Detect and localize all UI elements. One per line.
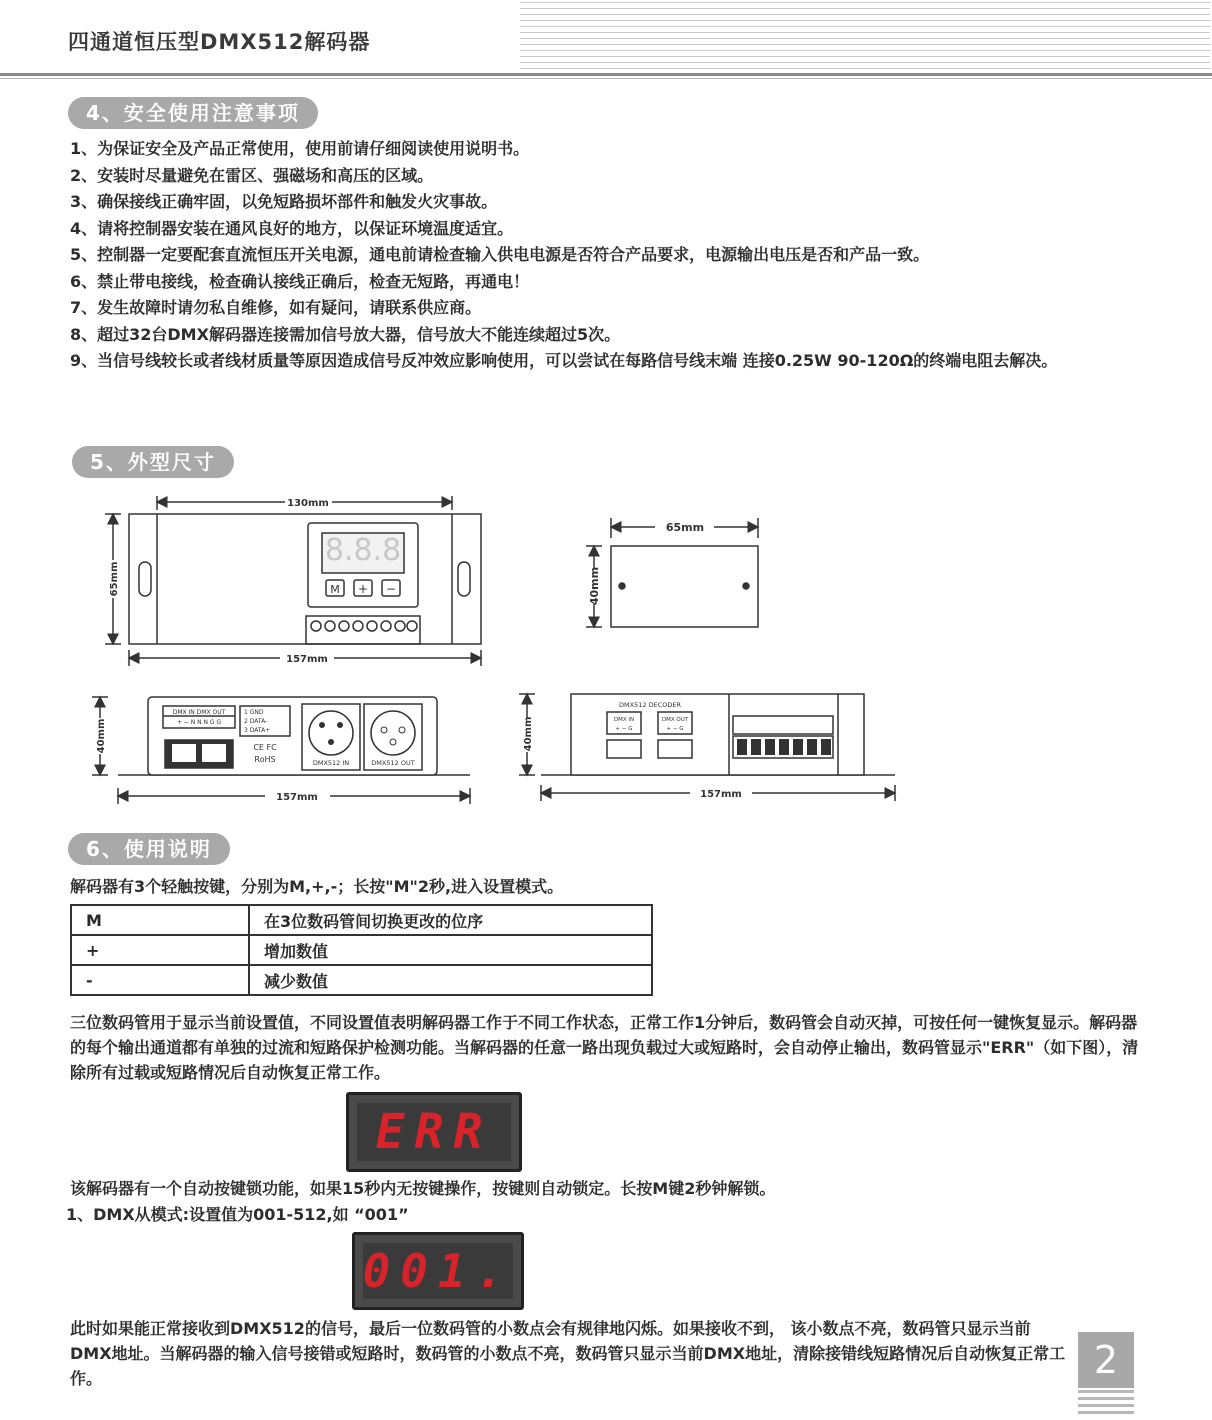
page-number-stripes xyxy=(1078,1390,1134,1416)
pin-2-label: 2 DATA- xyxy=(244,718,268,725)
address-display xyxy=(352,1232,524,1310)
header-rule xyxy=(0,73,1212,76)
safety-item: 1、为保证安全及产品正常使用，使用前请仔细阅读使用说明书。 xyxy=(70,139,530,158)
dim-130-label: 130mm xyxy=(287,498,329,509)
xlr-out-label: DMX512 OUT xyxy=(371,759,415,767)
end-view-drawing xyxy=(92,697,470,804)
terminal-blocks xyxy=(737,739,831,755)
table-row xyxy=(71,935,652,965)
ce-fc-marks: CE FC xyxy=(253,743,277,752)
side-dmx-out-label: DMX OUT xyxy=(661,717,689,723)
rohs-mark: RoHS xyxy=(254,755,276,764)
dmx-signal-paragraph: 此时如果能正常接收到DMX512的信号，最后一位数码管的小数点会有规律地闪烁。如果接收不到， 该小数点不亮，数码管只显示当前DMX地址。当解码器的输入信号接错或短路时，数码管的小数点不亮，数码管只显示当前DMX地址，清除接错线短路情况后自动恢复正常工作。 xyxy=(70,1319,1066,1388)
dim-65-width-label: 65mm xyxy=(665,521,705,534)
page-number: 2 xyxy=(1078,1332,1134,1388)
safety-item: 9、当信号线较长或者线材质量等原因造成信号反冲效应影响使用，可以尝试在每路信号线末端 连接0.25W 90-120Ω的终端电阻去解决。 xyxy=(70,351,1058,370)
key-lock-paragraph: 该解码器有一个自动按键锁功能，如果15秒内无按键操作，按键则自动锁定。长按M键2秒钟解锁。 xyxy=(70,1179,776,1198)
dimension-drawings xyxy=(0,480,1212,820)
button-minus-label: − xyxy=(385,582,397,596)
key-function-table xyxy=(70,904,653,996)
side-out-pins-label: + − G xyxy=(666,726,684,732)
dim-40-label: 40mm xyxy=(588,566,601,606)
xlr-in-label: DMX512 IN xyxy=(312,759,350,767)
side-in-pins-label: + − G xyxy=(615,726,633,732)
key-cell: M xyxy=(71,905,249,935)
key-cell: - xyxy=(71,965,249,995)
dmx-slave-mode-line: 1、DMX从模式:设置值为001-512,如 “001” xyxy=(66,1205,409,1224)
safety-list xyxy=(70,136,1130,375)
safety-item: 3、确保接线正确牢固，以免短路损坏部件和触发火灾事故。 xyxy=(70,192,498,211)
top-view-drawing xyxy=(586,518,758,627)
display-paragraph: 三位数码管用于显示当前设置值，不同设置值表明解码器工作于不同工作状态，正常工作1分钟后，数码管会自动灭掉，可按任何一键恢复显示。解码器的每个输出通道都有单独的过流和短路保护检测功能。当解码器的任意一路出现负载过大或短路时，会自动停止输出，数码管显示"ERR"（如下图），清除所有过载或短路情况后自动恢复正常工作。 xyxy=(70,1013,1139,1082)
dim-40-end-label: 40mm xyxy=(96,718,107,754)
document-title: 四通道恒压型DMX512解码器 xyxy=(68,30,371,54)
header-stripes xyxy=(520,2,1210,72)
safety-item: 5、控制器一定要配套直流恒压开关电源，通电前请检查输入供电电源是否符合产品要求，电源输出电压是否和产品一致。 xyxy=(70,245,930,264)
safety-item: 7、发生故障时请勿私自维修，如有疑问，请联系供应商。 xyxy=(70,298,482,317)
desc-cell: 在3位数码管间切换更改的位序 xyxy=(249,905,652,935)
button-m-label: M xyxy=(330,583,340,596)
dim-40-side-label: 40mm xyxy=(523,716,534,752)
front-display-digits: 8.8.8 xyxy=(324,533,402,568)
table-row xyxy=(71,965,652,995)
front-view-drawing xyxy=(105,496,481,666)
header-rule-thin xyxy=(0,78,1212,79)
desc-cell: 增加数值 xyxy=(249,935,652,965)
usage-intro: 解码器有3个轻触按键，分别为M,+,-；长按"M"2秒,进入设置模式。 xyxy=(70,877,564,896)
side-view-drawing xyxy=(519,694,895,801)
safety-item: 8、超过32台DMX解码器连接需加信号放大器，信号放大不能连续超过5次。 xyxy=(70,324,621,344)
err-display xyxy=(346,1092,522,1172)
safety-item: 6、禁止带电接线，检查确认接线正确后，检查无短路，再通电！ xyxy=(70,271,530,291)
section-5-heading: 5、外型尺寸 xyxy=(72,446,234,478)
safety-item: 2、安装时尽量避免在雷区、强磁场和高压的区域。 xyxy=(70,165,434,185)
desc-cell: 减少数值 xyxy=(249,965,652,995)
section-6-heading: 6、使用说明 xyxy=(68,833,230,865)
section-4-heading: 4、安全使用注意事项 xyxy=(68,97,318,129)
pin-1-label: 1 GND xyxy=(244,709,264,716)
dim-65-label: 65mm xyxy=(109,561,120,597)
side-decoder-label: DMX512 DECODER xyxy=(619,701,681,709)
back-pins-label: + − N N N G G xyxy=(176,719,222,726)
dim-157-label: 157mm xyxy=(286,654,328,665)
button-plus-label: + xyxy=(357,582,369,596)
key-cell: + xyxy=(71,935,249,965)
back-box-label: DMX IN DMX OUT xyxy=(172,709,226,716)
dim-157-side-label: 157mm xyxy=(700,789,742,800)
table-row xyxy=(71,905,652,935)
pin-3-label: 3 DATA+ xyxy=(244,727,271,734)
side-dmx-in-label: DMX IN xyxy=(613,717,635,723)
address-display-text: 001. xyxy=(362,1244,514,1298)
err-display-text: ERR xyxy=(375,1104,493,1160)
dim-157-end-label: 157mm xyxy=(276,792,318,803)
safety-item: 4、请将控制器安装在通风良好的地方，以保证环境温度适宜。 xyxy=(70,218,514,238)
